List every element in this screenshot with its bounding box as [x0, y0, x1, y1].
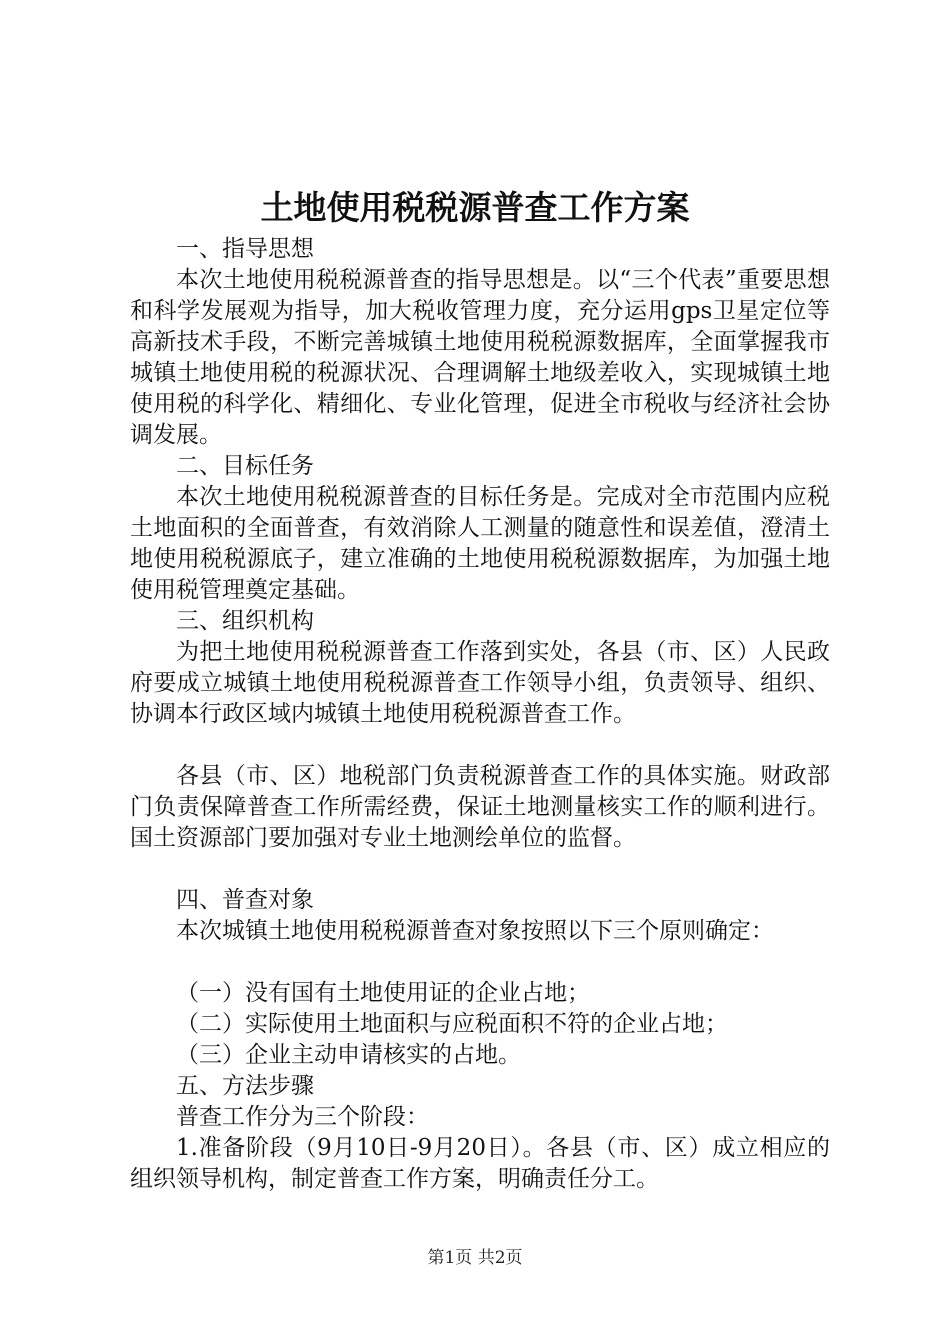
document-body: [130, 234, 830, 1195]
section-heading-5: 五、方法步骤: [176, 1073, 314, 1099]
paragraph-guiding-thought: 本次土地使用税税源普查的指导思想是。以“三个代表”重要思想和科学发展观为指导，加大税收管理力度，充分运用gps卫星定位等高新技术手段，不断完善城镇土地使用税税源数据库，全面掌握我市城镇土地使用税的税源状况、合理调解土地级差收入，实现城镇土地使用税的科学化、精细化、专业化管理，促进全市税收与经济社会协调发展。: [130, 267, 830, 448]
list-item: （三）企业主动申请核实的占地。: [176, 1042, 521, 1068]
paragraph-spacer: [130, 947, 830, 978]
list-item: （二）实际使用土地面积与应税面积不符的企业占地；: [176, 1011, 728, 1037]
section-heading-1: 一、指导思想: [176, 236, 314, 262]
paragraph-survey-targets: 本次城镇土地使用税税源普查对象按照以下三个原则确定：: [176, 918, 774, 944]
paragraph-spacer: [130, 730, 830, 761]
paragraph-phases: 普查工作分为三个阶段：: [176, 1104, 429, 1130]
document-title: 土地使用税税源普查工作方案: [260, 188, 690, 227]
paragraph-departments: 各县（市、区）地税部门负责税源普查工作的具体实施。财政部门负责保障普查工作所需经费，保证土地测量核实工作的顺利进行。国土资源部门要加强对专业土地测绘单位的监督。: [130, 763, 830, 851]
list-item: （一）没有国有土地使用证的企业占地；: [176, 980, 590, 1006]
paragraph-objectives: 本次土地使用税税源普查的目标任务是。完成对全市范围内应税土地面积的全面普查，有效消除人工测量的随意性和误差值，澄清土地使用税税源底子，建立准确的土地使用税税源数据库，为加强土地使用税管理奠定基础。: [130, 484, 830, 603]
section-heading-4: 四、普查对象: [176, 887, 314, 913]
paragraph-spacer: [130, 854, 830, 885]
page-number: 第1页 共2页: [427, 1248, 523, 1268]
section-heading-2: 二、目标任务: [176, 453, 314, 479]
paragraph-phase-1: 1.准备阶段（9月10日-9月20日）。各县（市、区）成立相应的组织领导机构，制定普查工作方案，明确责任分工。: [130, 1135, 830, 1192]
paragraph-organization: 为把土地使用税税源普查工作落到实处，各县（市、区）人民政府要成立城镇土地使用税税源普查工作领导小组，负责领导、组织、协调本行政区域内城镇土地使用税税源普查工作。: [130, 639, 830, 727]
section-heading-3: 三、组织机构: [176, 608, 314, 634]
